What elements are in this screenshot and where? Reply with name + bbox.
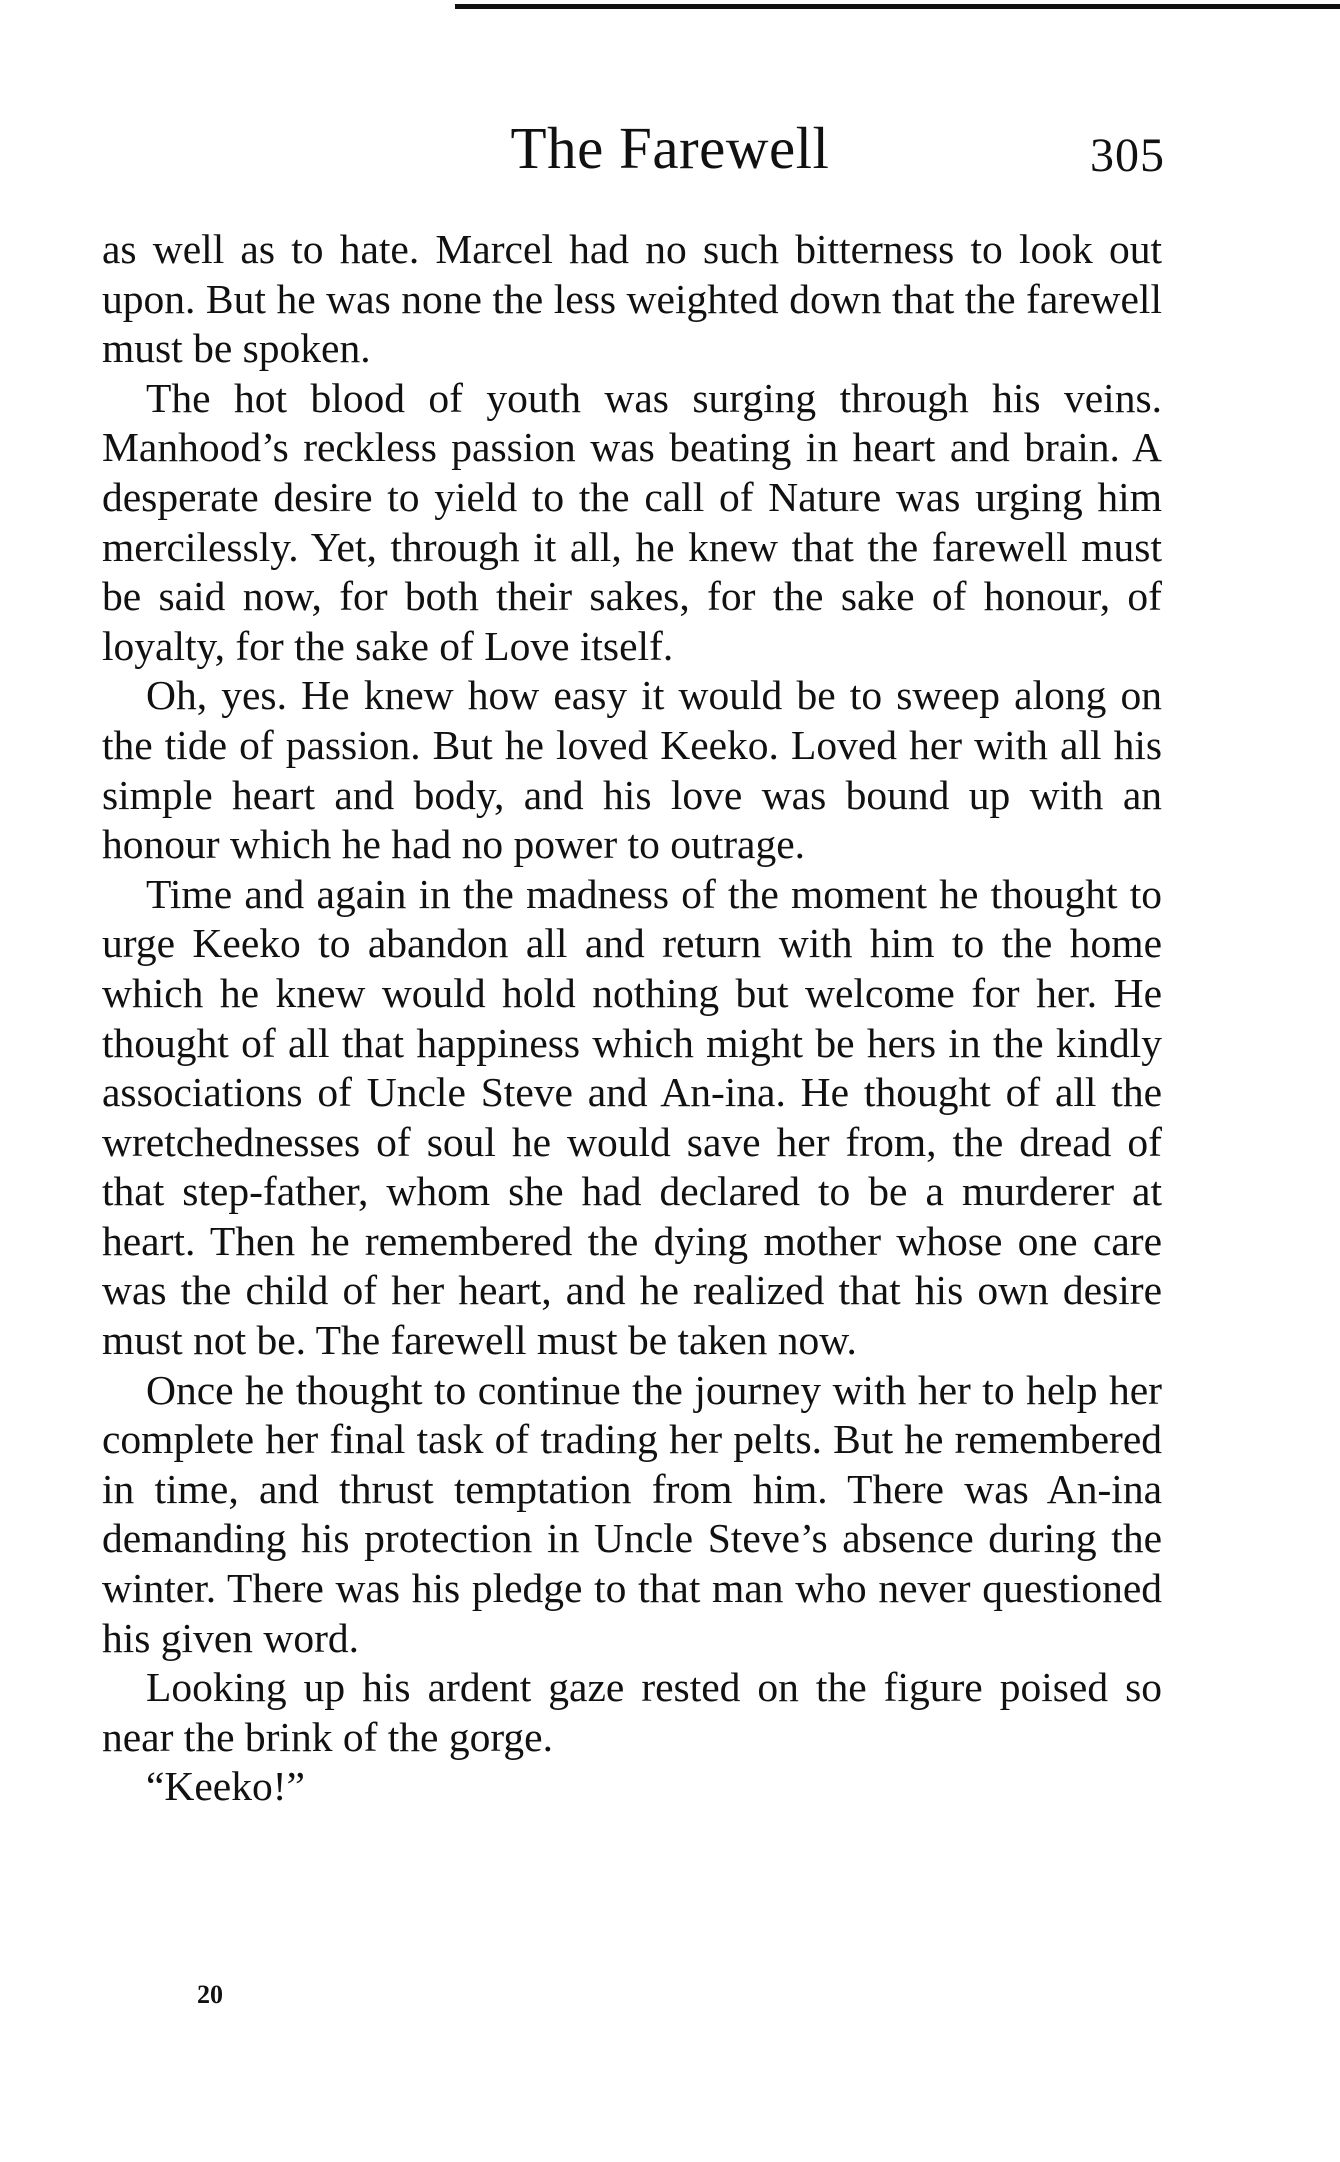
- paragraph: Oh, yes. He knew how easy it would be to sweep along on the tide of passion. But he loved Keeko. Loved her with all his simple heart and body, and his love was bound up with an honour which he had no power to outrage.: [102, 672, 1162, 868]
- top-edge-rule: [455, 4, 1340, 9]
- paragraph: Time and again in the madness of the moment he thought to urge Keeko to abandon all and return with him to the home which he knew would hold nothing but welcome for her. He thought of all that happiness which might be hers in the kindly associations of Uncle Steve and An-ina. He thought of all the wretchednesses of soul he would save her from, the dread of that step-father, whom she had declared to be a murderer at heart. Then he remembered the dying mother whose one care was the child of her heart, and he realized that his own desire must not be. The farewell must be taken now.: [102, 870, 1162, 1364]
- page-number: 305: [1090, 129, 1165, 182]
- body-text: [102, 225, 1162, 1812]
- running-head: [0, 108, 1340, 188]
- paragraph: Looking up his ardent gaze rested on the figure poised so near the brink of the gorge.: [102, 1664, 1162, 1760]
- dialogue-line: “Keeko!”: [146, 1763, 305, 1810]
- running-title: The Farewell: [510, 115, 830, 181]
- paragraph: The hot blood of youth was surging through his veins. Manhood’s reckless passion was beating in heart and brain. A desperate desire to yield to the call of Nature was urging him mercilessly. Yet, through it all, he knew that the farewell must be said now, for both their sakes, for the sake of honour, of loyalty, for the sake of Love itself.: [102, 374, 1162, 669]
- paragraph-continued: as well as to hate. Marcel had no such bitterness to look out upon. But he was none the less weighted down that the farewell must be spoken.: [102, 226, 1162, 372]
- signature-mark: 20: [197, 1980, 223, 2009]
- paragraph: Once he thought to continue the journey with her to help her complete her final task of trading her pelts. But he remembered in time, and thrust temptation from him. There was An-ina demanding his protection in Uncle Steve’s absence during the winter. There was his pledge to that man who never questioned his given word.: [102, 1366, 1162, 1661]
